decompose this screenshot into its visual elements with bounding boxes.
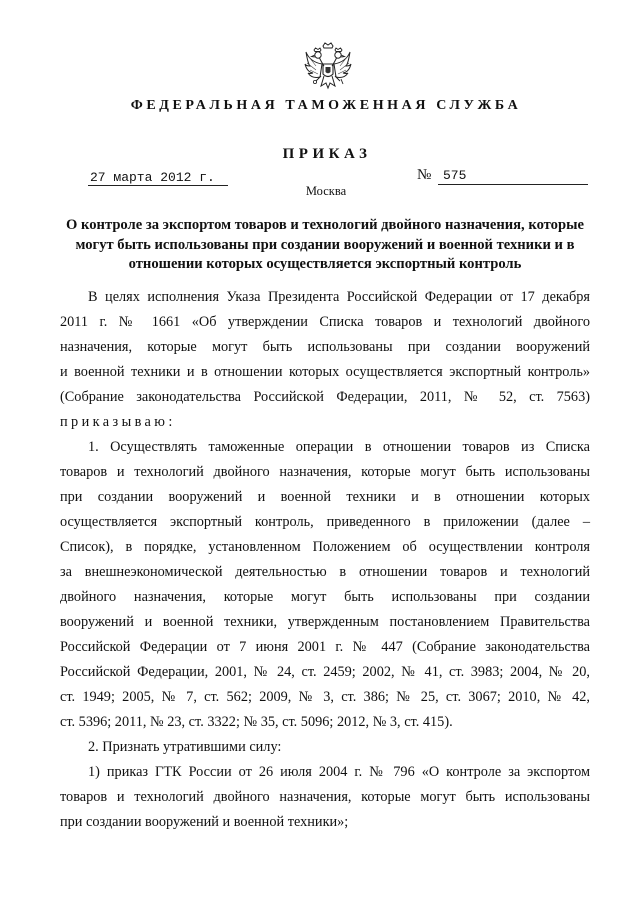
body-line: (Собрание законодательства Российской Федерации, 2011, № 52, ст. 7563) (60, 389, 590, 405)
body-line: Российской Федерации от 7 июня 2001 г. № 447 (Собрание законодательства (60, 639, 590, 655)
order-date: 27 марта 2012 г. (90, 170, 215, 185)
body-line: вооружений и военной техники, утвержденным постановлением Правительства (60, 614, 590, 630)
body-line: ст. 5396; 2011, № 23, ст. 3322; № 35, ст. 5096; 2012, № 3, ст. 415). (60, 714, 453, 730)
body-line: 2011 г. № 1661 «Об утверждении Списка товаров и технологий двойного (60, 314, 590, 330)
order-number-sign: № (417, 167, 432, 183)
body-line: за внешнеэкономической деятельностью в отношении товаров и технологий (60, 564, 590, 580)
body-line: товаров и технологий двойного назначения, которые могут быть использованы (60, 789, 590, 805)
body-line: Список), в порядке, установленном Положением об осуществлении контроля (60, 539, 590, 555)
body-line: В целях исполнения Указа Президента Российской Федерации от 17 декабря (88, 289, 590, 305)
document-type-title: ПРИКАЗ (282, 146, 372, 162)
body-line: Российской Федерации, 2001, № 24, ст. 2459; 2002, № 41, ст. 3983; 2004, № 20, (60, 664, 590, 680)
body-line: осуществляется экспортный контроль, приведенного в приложении (далее – (60, 514, 590, 530)
body-line: и военной техники и в отношении которых осуществляется экспортный контроль» (60, 364, 590, 380)
document-heading (60, 216, 590, 275)
coat-of-arms-emblem (302, 42, 354, 94)
body-line: двойного назначения, которые могут быть использованы при создании (60, 589, 590, 605)
body-line: 1) приказ ГТК России от 26 июля 2004 г. № 796 «О контроле за экспортом (88, 764, 590, 780)
agency-name: ФЕДЕРАЛЬНАЯ ТАМОЖЕННАЯ СЛУЖБА (130, 98, 522, 113)
body-line: 1. Осуществлять таможенные операции в отношении товаров из Списка (88, 439, 590, 455)
body-line: назначения, которые могут быть использованы при создании вооружений (60, 339, 590, 355)
body-line: 2. Признать утратившими силу: (88, 739, 282, 755)
heading-line: отношении которых осуществляется экспортный контроль (128, 256, 522, 272)
heading-line: могут быть использованы при создании вооружений и военной техники и в (75, 236, 575, 253)
city-name: Москва (305, 184, 347, 198)
body-line: ст. 1949; 2005, № 7, ст. 562; 2009, № 3, ст. 386; № 25, ст. 3067; 2010, № 42, (60, 689, 590, 705)
order-number: 575 (443, 168, 467, 183)
body-line: при создании вооружений и военной техники»; (60, 814, 349, 830)
decree-word: приказываю: (60, 414, 176, 430)
body-line: при создании вооружений и военной техники и в отношении которых (60, 489, 590, 505)
body-line: товаров и технологий двойного назначения, которые могут быть использованы (60, 464, 590, 480)
heading-line: О контроле за экспортом товаров и технологий двойного назначения, которые (66, 217, 584, 233)
